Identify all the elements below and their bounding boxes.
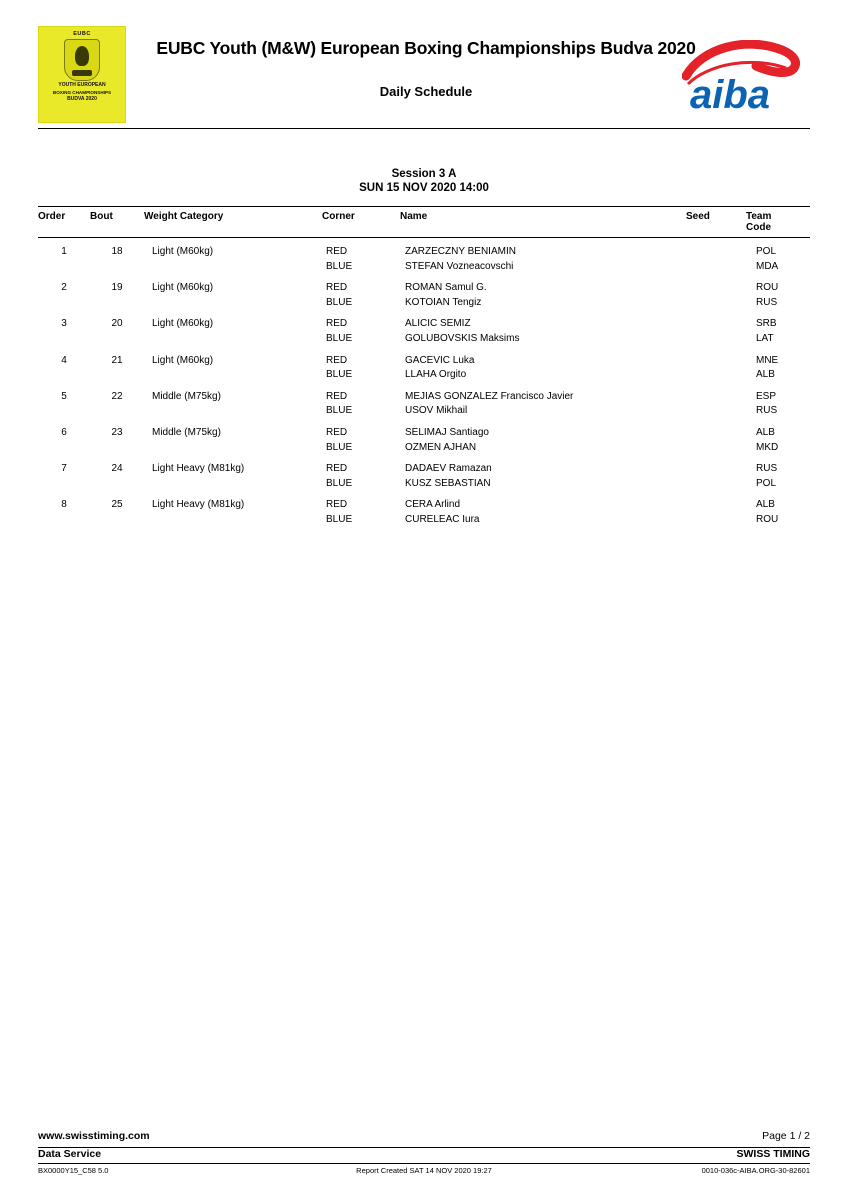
- cell-weight-category: Light (M60kg): [152, 282, 214, 294]
- schedule-table-wrap: [38, 206, 810, 528]
- schedule-table: [38, 206, 810, 528]
- cell-team-code: [746, 455, 810, 491]
- header-divider: [38, 128, 810, 129]
- cell-weight-category: Light Heavy (M81kg): [152, 463, 245, 475]
- cell-name: [400, 274, 686, 310]
- cell-corner-red: RED: [326, 282, 348, 294]
- eubc-championship-logo: [38, 26, 126, 123]
- cell-seed: [686, 238, 746, 275]
- document-id: 0010-036c-AIBA.ORG-30-82601: [701, 1166, 810, 1175]
- cell-corner: [322, 491, 400, 527]
- cell-seed: [686, 383, 746, 419]
- cell-team-blue: ALB: [756, 369, 775, 381]
- cell-team-red: ALB: [756, 499, 775, 511]
- column-header-team-line2: Code: [746, 222, 771, 233]
- data-service-label: Data Service: [38, 1148, 102, 1160]
- cell-corner: [322, 310, 400, 346]
- column-header-name: Name: [400, 207, 686, 238]
- cell-weight-category: Light Heavy (M81kg): [152, 499, 245, 511]
- eubc-logo-line1: YOUTH EUROPEAN: [58, 82, 106, 88]
- cell-order: 5: [61, 390, 67, 402]
- cell-name-blue: KUSZ SEBASTIAN: [405, 477, 491, 489]
- cell-name-blue: OZMEN AJHAN: [405, 441, 477, 453]
- cell-name: [400, 383, 686, 419]
- cell-corner: [322, 347, 400, 383]
- cell-corner-blue: BLUE: [326, 332, 353, 344]
- document-header: [38, 26, 810, 126]
- report-code: BX0000Y15_C58 5.0: [38, 1166, 109, 1175]
- session-date: SUN 15 NOV 2020 14:00: [359, 182, 489, 194]
- document-footer: [38, 1130, 810, 1180]
- cell-team-red: ALB: [756, 426, 775, 438]
- cell-name-blue: USOV Mikhail: [405, 405, 468, 417]
- cell-bout: 21: [111, 354, 123, 366]
- cell-name-red: ZARZECZNY BENIAMIN: [405, 246, 516, 257]
- cell-team-code: [746, 310, 810, 346]
- cell-weight-category: Middle (M75kg): [152, 426, 221, 438]
- cell-bout: 18: [111, 246, 123, 257]
- cell-corner-blue: BLUE: [326, 296, 353, 308]
- cell-name: [400, 347, 686, 383]
- cell-team-blue: POL: [756, 477, 777, 489]
- session-name: Session 3 A: [391, 168, 457, 180]
- cell-corner-red: RED: [326, 463, 348, 475]
- svg-text:aiba: aiba: [690, 73, 771, 114]
- title-block: [126, 38, 726, 99]
- cell-name-red: DADAEV Ramazan: [405, 463, 492, 475]
- cell-team-red: POL: [756, 246, 777, 257]
- cell-team-blue: LAT: [756, 332, 774, 344]
- table-row: [38, 419, 810, 455]
- cell-bout: 22: [111, 390, 123, 402]
- page-title: EUBC Youth (M&W) European Boxing Championships Budva 2020: [156, 38, 696, 58]
- cell-name-blue: LLAHA Orgito: [405, 369, 467, 381]
- cell-order: 3: [61, 318, 67, 330]
- cell-corner: [322, 383, 400, 419]
- report-created-timestamp: Report Created SAT 14 NOV 2020 19:27: [356, 1166, 492, 1175]
- footer-row-3: [38, 1166, 810, 1180]
- cell-name-red: SELIMAJ Santiago: [405, 426, 489, 438]
- cell-corner-blue: BLUE: [326, 441, 353, 453]
- timing-provider-label: SWISS TIMING: [736, 1148, 810, 1160]
- cell-bout: 25: [111, 499, 123, 511]
- cell-weight-category: Light (M60kg): [152, 354, 214, 366]
- footer-divider-2: [38, 1163, 810, 1164]
- swisstiming-website-link[interactable]: www.swisstiming.com: [38, 1130, 150, 1142]
- column-header-corner: Corner: [322, 207, 400, 238]
- cell-name-blue: KOTOIAN Tengiz: [405, 296, 482, 308]
- cell-corner-red: RED: [326, 426, 348, 438]
- cell-seed: [686, 491, 746, 527]
- cell-corner-red: RED: [326, 354, 348, 366]
- cell-corner-blue: BLUE: [326, 513, 353, 525]
- column-header-team-code: [746, 207, 810, 238]
- cell-team-blue: MDA: [756, 260, 779, 272]
- cell-team-blue: RUS: [756, 405, 778, 417]
- cell-name-red: ROMAN Samul G.: [405, 282, 487, 294]
- cell-name-blue: CURELEAC Iura: [405, 513, 480, 525]
- cell-corner-blue: BLUE: [326, 405, 353, 417]
- cell-seed: [686, 455, 746, 491]
- cell-order: 1: [61, 246, 67, 257]
- cell-corner: [322, 274, 400, 310]
- cell-order: 2: [61, 282, 67, 294]
- cell-corner-red: RED: [326, 318, 348, 330]
- cell-name: [400, 419, 686, 455]
- page-subtitle: Daily Schedule: [379, 84, 473, 99]
- page-number: Page 1 / 2: [762, 1130, 810, 1142]
- eubc-crest-icon: [64, 39, 100, 81]
- cell-team-code: [746, 347, 810, 383]
- cell-corner-blue: BLUE: [326, 477, 353, 489]
- cell-team-blue: RUS: [756, 296, 778, 308]
- cell-seed: [686, 310, 746, 346]
- cell-team-red: ESP: [756, 390, 777, 402]
- cell-name: [400, 310, 686, 346]
- cell-order: 8: [61, 499, 67, 511]
- cell-team-code: [746, 419, 810, 455]
- cell-seed: [686, 419, 746, 455]
- cell-name-blue: STEFAN Vozneacovschi: [405, 260, 514, 272]
- cell-name-red: GACEVIC Luka: [405, 354, 475, 366]
- cell-weight-category: Light (M60kg): [152, 318, 214, 330]
- cell-team-code: [746, 238, 810, 275]
- eubc-logo-line2: BOXING CHAMPIONSHIPS: [52, 90, 112, 95]
- cell-team-red: RUS: [756, 463, 778, 475]
- cell-bout: 23: [111, 426, 123, 438]
- cell-team-blue: MKD: [756, 441, 779, 453]
- table-row: [38, 455, 810, 491]
- schedule-table-head: [38, 207, 810, 238]
- cell-name: [400, 455, 686, 491]
- cell-bout: 19: [111, 282, 123, 294]
- cell-team-red: SRB: [756, 318, 777, 330]
- column-header-order: Order: [38, 207, 90, 238]
- cell-name: [400, 238, 686, 275]
- table-row: [38, 383, 810, 419]
- session-block: [38, 168, 810, 194]
- cell-corner: [322, 455, 400, 491]
- column-header-weight-category: Weight Category: [144, 207, 322, 238]
- cell-corner-red: RED: [326, 246, 348, 257]
- cell-order: 7: [61, 463, 67, 475]
- cell-name: [400, 491, 686, 527]
- cell-team-blue: ROU: [756, 513, 779, 525]
- cell-name-red: ALICIC SEMIZ: [405, 318, 471, 330]
- table-row: [38, 274, 810, 310]
- cell-corner-blue: BLUE: [326, 260, 353, 272]
- cell-bout: 24: [111, 463, 123, 475]
- cell-corner-red: RED: [326, 390, 348, 402]
- eubc-logo-line3: BUDVA 2020: [67, 96, 97, 102]
- cell-weight-category: Middle (M75kg): [152, 390, 221, 402]
- cell-seed: [686, 347, 746, 383]
- cell-team-code: [746, 383, 810, 419]
- cell-team-code: [746, 491, 810, 527]
- cell-weight-category: Light (M60kg): [152, 246, 214, 257]
- cell-corner-red: RED: [326, 499, 348, 511]
- cell-team-code: [746, 274, 810, 310]
- cell-order: 4: [61, 354, 67, 366]
- cell-seed: [686, 274, 746, 310]
- table-row: [38, 310, 810, 346]
- table-row: [38, 491, 810, 527]
- column-header-team-line1: Team: [746, 211, 772, 222]
- footer-row-2: [38, 1148, 810, 1163]
- cell-corner: [322, 238, 400, 275]
- cell-team-red: ROU: [756, 282, 779, 294]
- table-header-row: [38, 207, 810, 238]
- column-header-seed: Seed: [686, 207, 746, 238]
- cell-name-blue: GOLUBOVSKIS Maksims: [405, 332, 520, 344]
- cell-team-red: MNE: [756, 354, 779, 366]
- cell-order: 6: [61, 426, 67, 438]
- table-row: [38, 347, 810, 383]
- cell-corner: [322, 419, 400, 455]
- eubc-logo-top-text: EUBC: [73, 31, 91, 37]
- table-row: [38, 238, 810, 275]
- footer-row-1: [38, 1130, 810, 1147]
- schedule-table-body: [38, 238, 810, 528]
- cell-name-red: MEJIAS GONZALEZ Francisco Javier: [405, 390, 574, 402]
- cell-name-red: CERA Arlind: [405, 499, 461, 511]
- cell-bout: 20: [111, 318, 123, 330]
- aiba-logo: [682, 40, 802, 114]
- column-header-bout: Bout: [90, 207, 144, 238]
- cell-corner-blue: BLUE: [326, 369, 353, 381]
